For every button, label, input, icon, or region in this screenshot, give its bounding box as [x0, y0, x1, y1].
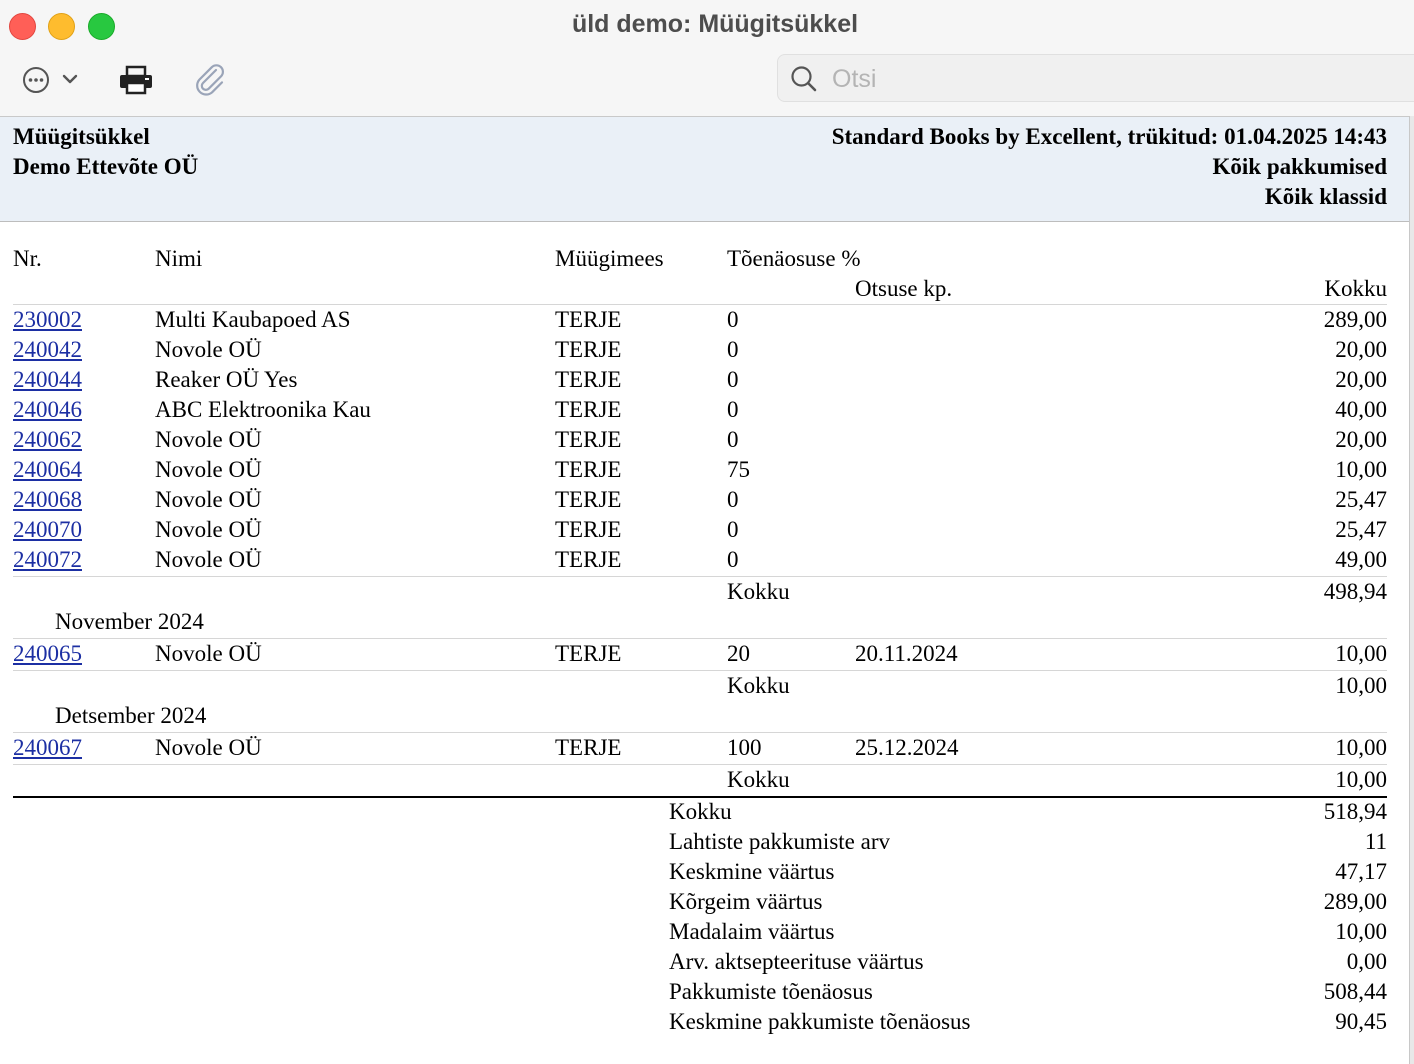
customer-name: Novole OÜ	[155, 517, 262, 542]
printed-info: Standard Books by Excellent, trükitud: 01.04.2025 14:43	[831, 124, 1387, 149]
ellipsis-circle-icon	[20, 64, 82, 96]
customer-name: Multi Kaubapoed AS	[155, 307, 351, 332]
summary-value: 289,00	[1323, 889, 1387, 914]
salesman: TERJE	[555, 397, 622, 422]
customer-name: Novole OÜ	[155, 337, 262, 362]
offer-number-link[interactable]: 240062	[13, 427, 82, 452]
salesman: TERJE	[555, 337, 622, 362]
customer-name: ABC Elektroonika Kau	[155, 397, 371, 422]
summary-value: 508,44	[1323, 979, 1387, 1004]
summary-value: 0,00	[1346, 949, 1387, 974]
paperclip-icon	[192, 62, 228, 98]
customer-name: Novole OÜ	[155, 547, 262, 572]
probability-value: 0	[727, 487, 739, 512]
column-header-probability: Tõenäosuse %	[727, 246, 861, 271]
classes-filter: Kõik klassid	[1264, 184, 1387, 209]
probability-value: 0	[727, 367, 739, 392]
column-header-nr: Nr.	[13, 246, 42, 271]
search-icon	[790, 65, 818, 93]
subtotal-value: 10,00	[1335, 767, 1387, 792]
summary-label: Lahtiste pakkumiste arv	[669, 829, 890, 854]
report-header	[0, 116, 1409, 222]
customer-name: Novole OÜ	[155, 735, 262, 760]
customer-name: Novole OÜ	[155, 487, 262, 512]
probability-value: 0	[727, 307, 739, 332]
report-name: Müügitsükkel	[13, 124, 150, 149]
print-button[interactable]	[118, 64, 154, 100]
customer-name: Novole OÜ	[155, 427, 262, 452]
salesman: TERJE	[555, 547, 622, 572]
column-header-decision-date: Otsuse kp.	[855, 276, 953, 301]
offer-number-link[interactable]: 240068	[13, 487, 82, 512]
offer-number-link[interactable]: 240067	[13, 735, 82, 760]
window-title: üld demo: Müügitsükkel	[571, 10, 859, 38]
probability-value: 0	[727, 427, 739, 452]
customer-name: Novole OÜ	[155, 641, 262, 666]
printer-icon	[118, 64, 154, 96]
row-total: 20,00	[1335, 427, 1387, 452]
probability-value: 0	[727, 517, 739, 542]
row-total: 20,00	[1335, 337, 1387, 362]
offer-number-link[interactable]: 240070	[13, 517, 82, 542]
salesman: TERJE	[555, 307, 622, 332]
decision-date: 20.11.2024	[855, 641, 958, 666]
probability-value: 20	[727, 641, 750, 666]
row-total: 10,00	[1335, 641, 1387, 666]
offer-number-link[interactable]: 240072	[13, 547, 82, 572]
offer-number-link[interactable]: 240064	[13, 457, 82, 482]
row-total: 25,47	[1335, 517, 1387, 542]
summary-value: 518,94	[1323, 799, 1387, 824]
salesman: TERJE	[555, 487, 622, 512]
probability-value: 0	[727, 397, 739, 422]
subtotal-value: 498,94	[1323, 579, 1387, 604]
subtotal-label: Kokku	[727, 767, 790, 792]
subtotal-value: 10,00	[1335, 673, 1387, 698]
salesman: TERJE	[555, 735, 622, 760]
attachment-button[interactable]	[192, 62, 228, 102]
offer-number-link[interactable]: 240046	[13, 397, 82, 422]
column-header-total: Kokku	[1324, 276, 1387, 301]
customer-name: Novole OÜ	[155, 457, 262, 482]
summary-label: Kõrgeim väärtus	[669, 889, 823, 914]
summary-label: Madalaim väärtus	[669, 919, 835, 944]
offers-filter: Kõik pakkumised	[1212, 154, 1387, 179]
row-total: 289,00	[1323, 307, 1387, 332]
summary-label: Kokku	[669, 799, 732, 824]
summary-value: 10,00	[1335, 919, 1387, 944]
month-heading: Detsember 2024	[55, 703, 207, 728]
search-input[interactable]	[830, 61, 1394, 97]
row-total: 10,00	[1335, 457, 1387, 482]
month-heading: November 2024	[55, 609, 204, 634]
summary-label: Arv. aktsepteerituse väärtus	[669, 949, 924, 974]
salesman: TERJE	[555, 457, 622, 482]
summary-value: 11	[1364, 829, 1387, 854]
salesman: TERJE	[555, 517, 622, 542]
probability-value: 0	[727, 337, 739, 362]
salesman: TERJE	[555, 641, 622, 666]
subtotal-divider	[13, 576, 1387, 577]
summary-label: Keskmine pakkumiste tõenäosus	[669, 1009, 971, 1034]
search-field[interactable]	[777, 54, 1414, 102]
column-header-salesman: Müügimees	[555, 246, 664, 271]
month-divider	[13, 638, 1387, 639]
subtotal-label: Kokku	[727, 673, 790, 698]
row-total: 20,00	[1335, 367, 1387, 392]
title-bar	[0, 0, 1414, 52]
row-total: 10,00	[1335, 735, 1387, 760]
report-body	[0, 222, 1409, 1064]
company-name: Demo Ettevõte OÜ	[13, 154, 199, 179]
probability-value: 75	[727, 457, 750, 482]
subtotal-divider	[13, 764, 1387, 765]
decision-date: 25.12.2024	[855, 735, 959, 760]
column-header-name: Nimi	[155, 246, 203, 271]
month-divider	[13, 732, 1387, 733]
salesman: TERJE	[555, 367, 622, 392]
probability-value: 100	[727, 735, 762, 760]
summary-label: Pakkumiste tõenäosus	[669, 979, 873, 1004]
more-actions-button[interactable]	[20, 64, 82, 100]
offer-number-link[interactable]: 240065	[13, 641, 82, 666]
offer-number-link[interactable]: 240044	[13, 367, 82, 392]
subtotal-divider	[13, 670, 1387, 671]
row-total: 25,47	[1335, 487, 1387, 512]
summary-value: 90,45	[1335, 1009, 1387, 1034]
offer-number-link[interactable]: 230002	[13, 307, 82, 332]
row-total: 49,00	[1335, 547, 1387, 572]
customer-name: Reaker OÜ Yes	[155, 367, 298, 392]
summary-label: Keskmine väärtus	[669, 859, 835, 884]
subtotal-label: Kokku	[727, 579, 790, 604]
summary-value: 47,17	[1335, 859, 1387, 884]
salesman: TERJE	[555, 427, 622, 452]
scrollbar-track[interactable]	[1409, 116, 1414, 1064]
offer-number-link[interactable]: 240042	[13, 337, 82, 362]
probability-value: 0	[727, 547, 739, 572]
row-total: 40,00	[1335, 397, 1387, 422]
